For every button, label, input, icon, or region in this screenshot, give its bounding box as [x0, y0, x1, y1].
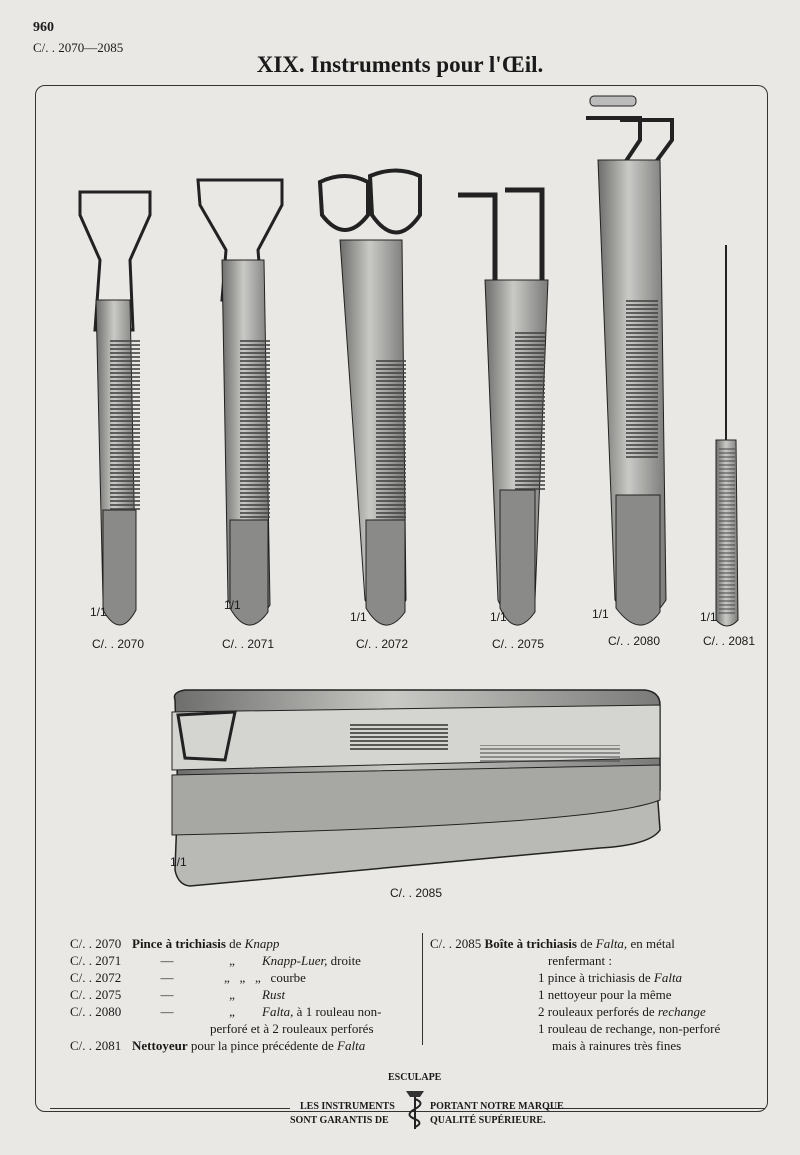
entry-sub: renfermant : — [548, 953, 612, 968]
entry-code: C/. . 2080 — [70, 1004, 122, 1019]
list-item-continuation: mais à rainures très fines — [552, 1038, 682, 1053]
entry-text: de — [580, 936, 593, 951]
entry-ditto: „ — [229, 1004, 235, 1019]
scale-marker-2070: 1/1 — [90, 605, 107, 619]
footer-rule-right — [545, 1108, 765, 1109]
scale-marker-2075: 1/1 — [490, 610, 507, 624]
list-item: 1 rouleau de rechange, non-perforé — [538, 1021, 721, 1036]
entry-italic: Rust — [262, 987, 286, 1002]
figure-caption-2085: C/. . 2085 — [390, 886, 443, 900]
entry-code: C/. . 2070 — [70, 936, 122, 951]
page-number: 960 — [33, 20, 54, 35]
entry-dash: — — [160, 987, 174, 1002]
entry-italic: Falta, — [595, 936, 628, 951]
entry-2070 — [70, 935, 420, 952]
entry-text: pour la pince précédente de — [190, 1038, 334, 1053]
scale-marker-2080: 1/1 — [592, 607, 609, 621]
entry-italic: Falta — [337, 1038, 366, 1053]
scale-marker-2081: 1/1 — [700, 610, 717, 624]
entry-dash: — — [160, 970, 174, 985]
entry-2072 — [70, 969, 420, 986]
entry-italic: Falta, — [262, 1004, 294, 1019]
trichiasis-box-2085 — [172, 690, 660, 886]
forceps-2075 — [458, 190, 548, 625]
contents-list — [430, 969, 770, 1037]
entry-name: Pince à trichiasis — [132, 936, 226, 951]
catalog-range: C/. . 2070—2085 — [33, 40, 124, 55]
figure-caption-2080: C/. . 2080 — [608, 634, 661, 648]
entry-after: droite — [330, 953, 361, 968]
entry-dash: — — [160, 953, 174, 968]
entry-code: C/. . 2075 — [70, 987, 122, 1002]
entry-code: C/. . 2071 — [70, 953, 122, 968]
scale-marker-2085: 1/1 — [170, 855, 187, 869]
forceps-2080 — [586, 96, 672, 625]
entry-name: Nettoyeur — [132, 1038, 188, 1053]
brand-name: ESCULAPE — [388, 1072, 442, 1083]
forceps-2070 — [80, 192, 150, 625]
entry-text: de — [229, 936, 242, 951]
entry-ditto: „ — [229, 987, 235, 1002]
entry-after: en métal — [630, 936, 675, 951]
footer-text: SONT GARANTIS DE — [290, 1115, 389, 1126]
figure-caption-2070: C/. . 2070 — [92, 637, 145, 651]
scale-marker-2071: 1/1 — [224, 598, 241, 612]
column-divider — [422, 933, 423, 1045]
footer-text: PORTANT NOTRE MARQUE — [430, 1101, 564, 1112]
footer-text: QUALITÉ SUPÉRIEURE. — [430, 1115, 546, 1126]
right-description — [430, 935, 770, 1054]
list-item: 1 pince à trichiasis de Falta — [538, 970, 683, 985]
list-item: 1 nettoyeur pour la même — [538, 987, 672, 1002]
entry-italic: Knapp-Luer, — [262, 953, 328, 968]
figure-caption-2081: C/. . 2081 — [703, 634, 756, 648]
entry-2075 — [70, 986, 420, 1003]
entry-after: à 1 rouleau non- — [296, 1004, 382, 1019]
figure-caption-2071: C/. . 2071 — [222, 637, 275, 651]
esculape-emblem-icon — [400, 1085, 430, 1130]
left-description — [70, 935, 420, 1054]
entry-2085 — [430, 935, 770, 952]
entry-dash: — — [160, 1004, 174, 1019]
figure-caption-2075: C/. . 2075 — [492, 637, 545, 651]
scale-marker-2072: 1/1 — [350, 610, 367, 624]
entry-ditto: „ — [229, 953, 235, 968]
entry-2071 — [70, 952, 420, 969]
forceps-2071 — [198, 180, 282, 625]
entry-ditto: „ „ „ courbe — [224, 970, 306, 985]
figure-caption-2072: C/. . 2072 — [356, 637, 409, 651]
entry-2080-continuation: perforé et à 2 rouleaux perforés — [210, 1021, 374, 1036]
entry-italic: Knapp — [244, 936, 280, 951]
footer-text: LES INSTRUMENTS — [300, 1101, 395, 1112]
list-item: 2 rouleaux perforés de rechange — [538, 1004, 706, 1019]
entry-code: C/. . 2085 — [430, 936, 482, 951]
page-title: XIX. Instruments pour l'Œil. — [256, 52, 544, 77]
entry-code: C/. . 2081 — [70, 1038, 122, 1053]
entry-code: C/. . 2072 — [70, 970, 122, 985]
footer-rule-left — [50, 1108, 290, 1109]
entry-2081 — [70, 1037, 420, 1054]
entry-2080 — [70, 1003, 420, 1020]
cleaner-2081 — [716, 245, 738, 626]
forceps-2072 — [320, 171, 420, 626]
entry-name: Boîte à trichiasis — [484, 936, 577, 951]
